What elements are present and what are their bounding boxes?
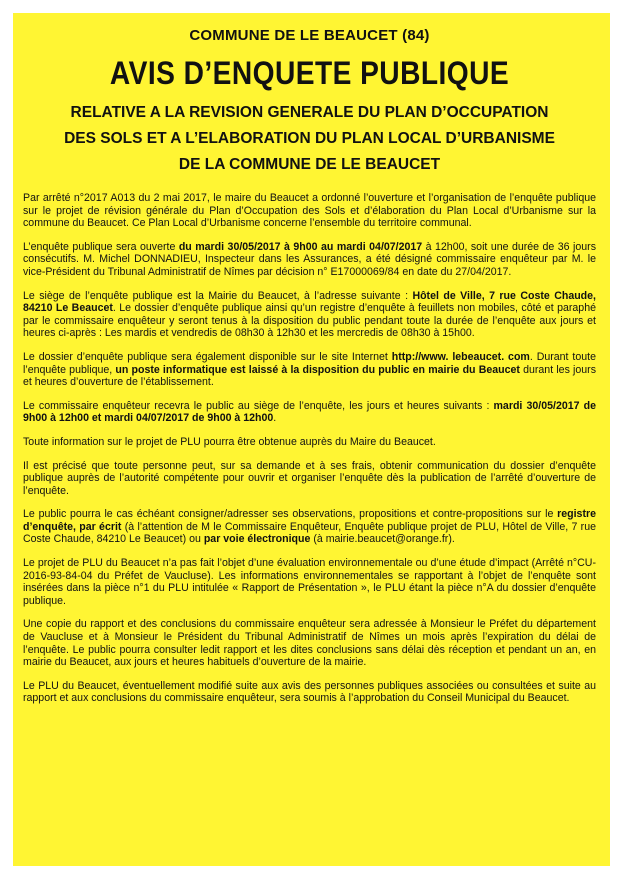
emphasis-text: http://www. lebeaucet. com	[391, 350, 530, 363]
body-paragraph	[23, 436, 596, 449]
paragraph-text: Le dossier d’enquête publique sera également disponible sur le site Internet	[23, 350, 392, 363]
body-paragraph	[23, 241, 596, 279]
paragraph-text: à 12h00, soit une durée de 36 jours consécutifs. M. Michel DONNADIEU, Inspecteur dans les Assurances, a été désigné commissaire enquêteur par M. le vice-Président du Tribunal Administratif de Nîmes par décision n° E17000069/84 en date du 27/04/2017.	[23, 240, 597, 278]
paragraph-text: durant les jours et heures d’ouverture de l’établissement.	[23, 363, 597, 389]
emphasis-text: par voie électronique	[203, 533, 311, 546]
paragraph-text: Le projet de PLU du Beaucet n’a pas fait l’objet d’une évaluation environnementale ou d’une étude d’impact (Arrêté n°CU-2016-93-84-04 du Préfet de Vaucluse). Les informations environnementales se rapportant à l’objet de l’enquête sont insérées dans la pièce n°1 du PLU intitulée « Rapport de Présentation », le PLU étant la pièce n°A du dossier d’enquête publique.	[23, 557, 596, 607]
paragraph-text: . Le dossier d’enquête publique ainsi qu’un registre d’enquête à feuillets non mobiles, côté et paraphé par le commissaire enquêteur y seront tenus à la disposition du public pendant toute la durée de l’enquête aux jours et heures ci-après : Les mardis et vendredis de 08h30 à 12h30 et les mercredis de 08h30 à 15h00.	[23, 302, 596, 340]
paragraph-text: .	[273, 412, 277, 425]
body-paragraph	[23, 351, 596, 389]
paragraph-text: Toute information sur le projet de PLU pourra être obtenue auprès du Maire du Beaucet.	[23, 435, 436, 448]
body-paragraph	[23, 400, 596, 425]
paragraph-text: Une copie du rapport et des conclusions du commissaire enquêteur sera adressée à Monsieur le Préfet du département de Vaucluse et à Monsieur le Président du Tribunal Administratif de Nîmes un mois après l’expiration du délai de l’enquête. Le public pourra consulter ledit rapport et les dites conclusions sans délai dès réception et pendant un an, en mairie du Beaucet, aux jours et heures habituels d’ouverture de la mairie.	[23, 618, 596, 669]
emphasis-text: registre d’enquête, par écrit	[23, 508, 596, 533]
notice-title: AVIS D’ENQUETE PUBLIQUE	[109, 55, 510, 91]
paragraph-text: . Durant toute l’enquête publique,	[23, 350, 596, 376]
paragraph-text: Le PLU du Beaucet, éventuellement modifié suite aux avis des personnes publiques associées ou consultées et suite au rapport et aux conclusions du commissaire enquêteur, sera soumis à l’approbation du Conseil Municipal du Beaucet.	[23, 679, 596, 705]
body-paragraph	[23, 557, 596, 607]
body-paragraph	[23, 680, 596, 705]
body-paragraph	[23, 460, 596, 498]
body-paragraph	[23, 618, 596, 668]
body-paragraph	[23, 192, 596, 230]
paragraph-text: Le siège de l’enquête publique est la Mairie du Beaucet, à l’adresse suivante :	[23, 289, 413, 302]
subtitle-line: RELATIVE A LA REVISION GENERALE DU PLAN D’OCCUPATION	[70, 104, 549, 121]
emphasis-text: un poste informatique est laissé à la disposition du public en mairie du Beaucet	[115, 363, 520, 376]
emphasis-text: Hôtel de Ville, 7 rue Coste Chaude, 84210 Le Beaucet	[23, 289, 596, 315]
paragraph-text: L’enquête publique sera ouverte	[23, 240, 179, 253]
body-paragraph	[23, 508, 596, 546]
paragraph-text: Il est précisé que toute personne peut, sur sa demande et à ses frais, obtenir communication du dossier d’enquête publique auprès de l’autorité compétente pour ouvrir et organiser l’enquête dès la publication de l’arrêté d’ouverture de l’enquête.	[23, 459, 596, 497]
paragraph-text: Par arrêté n°2017 A013 du 2 mai 2017, le maire du Beaucet a ordonné l’ouverture et l’organisation de l’enquête publique sur le projet de révision générale du Plan d’Occupation des Sols et d’élaboration du Plan Local d’Urbanisme sur la commune du Beaucet. Ce Plan Local d’Urbanisme concerne l’ensemble du territoire communal.	[23, 192, 596, 230]
emphasis-text: du mardi 30/05/2017 à 9h00 au mardi 04/07/2017	[178, 240, 423, 253]
paragraph-text: Le public pourra le cas échéant consigner/adresser ses observations, propositions et contre-propositions sur le	[23, 508, 558, 521]
body-paragraph	[23, 290, 596, 340]
notice-body	[23, 192, 596, 705]
subtitle-line: DE LA COMMUNE DE LE BEAUCET	[178, 156, 441, 173]
notice-subtitle	[23, 100, 596, 178]
commune-heading: COMMUNE DE LE BEAUCET (84)	[189, 27, 430, 44]
paragraph-text: (à l’attention de M le Commissaire Enquêteur, Enquête publique projet de PLU, Hôtel de Ville, 7 rue Coste Chaude, 84210 Le Beaucet) ou	[23, 520, 596, 546]
subtitle-line: DES SOLS ET A L’ELABORATION DU PLAN LOCAL D’URBANISME	[64, 130, 555, 147]
notice-poster	[13, 13, 610, 866]
paragraph-text: Le commissaire enquêteur recevra le public au siège de l’enquête, les jours et heures suivants :	[23, 399, 494, 412]
emphasis-text: mardi 30/05/2017 de 9h00 à 12h00 et mardi 04/07/2017 de 9h00 à 12h00	[23, 399, 596, 425]
paragraph-text: (à mairie.beaucet@orange.fr).	[310, 533, 455, 546]
